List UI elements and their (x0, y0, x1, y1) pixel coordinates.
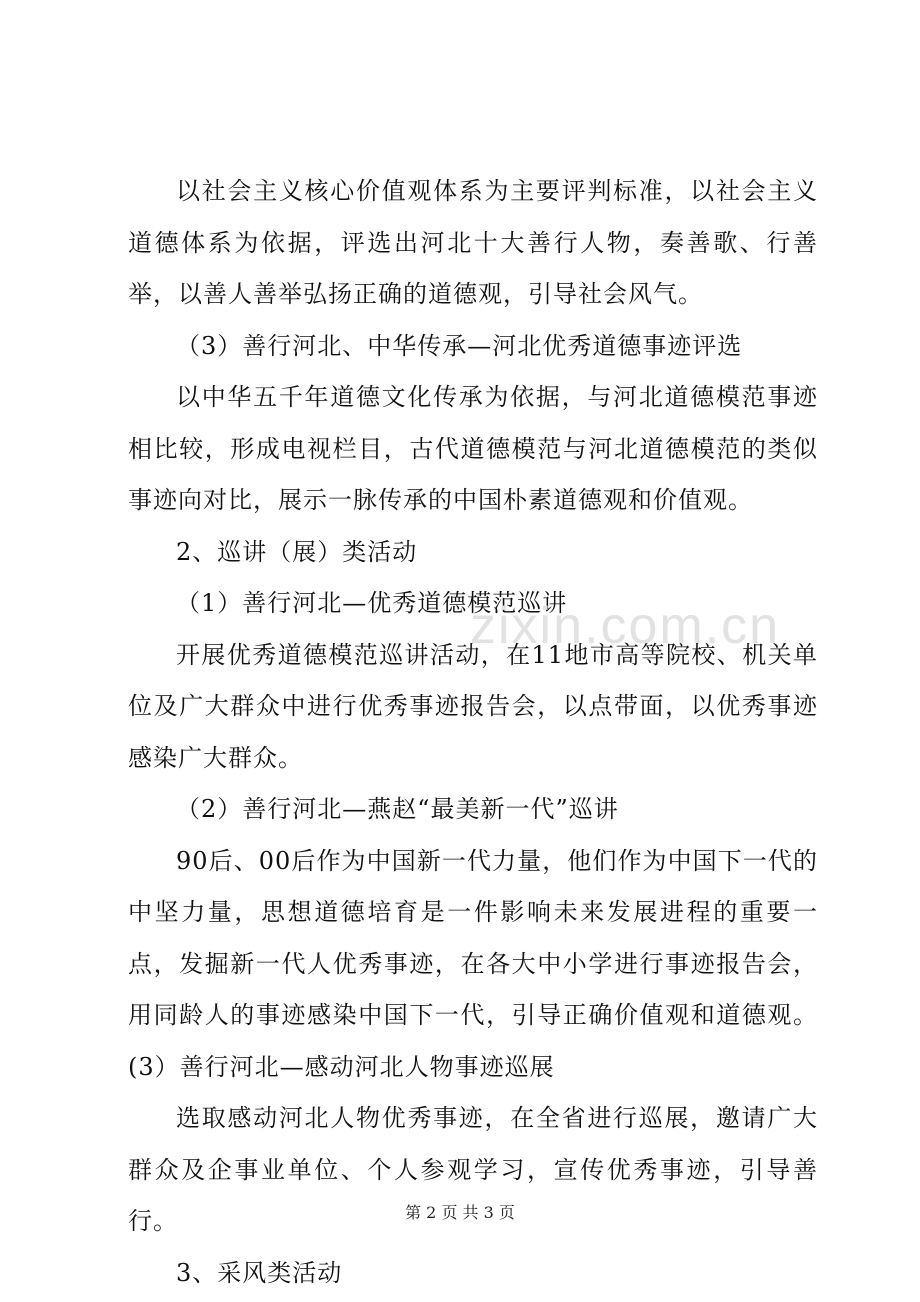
paragraph-evaluation-standard: 以社会主义核心价值观体系为主要评判标准，以社会主义道德体系为依据，评选出河北十大善行人物，奏善歌、行善举，以善人善举弘扬正确的道德观，引导社会风气。 (128, 177, 818, 308)
paragraph-new-generation: 90后、00后作为中国新一代力量，他们作为中国下一代的中坚力量，思想道德培育是一件影响未来发展进程的重要一点，发掘新一代人优秀事迹，在各大中小学进行事迹报告会，用同龄人的事迹感染中国下一代，引导正确价值观和道德观。(3）善行河北—感动河北人物事迹巡展 (128, 846, 818, 1081)
heading-field-activities: 3、采风类活动 (176, 1258, 343, 1287)
document-body (128, 166, 818, 1299)
watermark-text: zixin.com.cn (470, 597, 781, 655)
heading-heritage-selection: （3）善行河北、中华传承—河北优秀道德事迹评选 (176, 331, 743, 360)
paragraph-touring-exhibition: 选取感动河北人物优秀事迹，在全省进行巡展，邀请广大群众及企事业单位、个人参观学习，宣传优秀事迹，引导善行。 (128, 1104, 818, 1235)
paragraph-heritage-description: 以中华五千年道德文化传承为依据，与河北道德模范事迹相比较，形成电视栏目，古代道德模范与河北道德模范的类似事迹向对比，展示一脉传承的中国朴素道德观和价值观。 (128, 383, 818, 514)
paragraph-model-lectures: 开展优秀道德模范巡讲活动，在11地市高等院校、机关单位及广大群众中进行优秀事迹报告会，以点带面，以优秀事迹感染广大群众。 (128, 640, 818, 772)
heading-new-generation-lectures: （2）善行河北—燕赵“最美新一代”巡讲 (176, 795, 619, 823)
page-footer: 第 2 页 共 3 页 (405, 1203, 515, 1222)
heading-model-lectures: （1）善行河北—优秀道德模范巡讲 (176, 589, 568, 617)
heading-lecture-activities: 2、巡讲（展）类活动 (176, 537, 418, 566)
